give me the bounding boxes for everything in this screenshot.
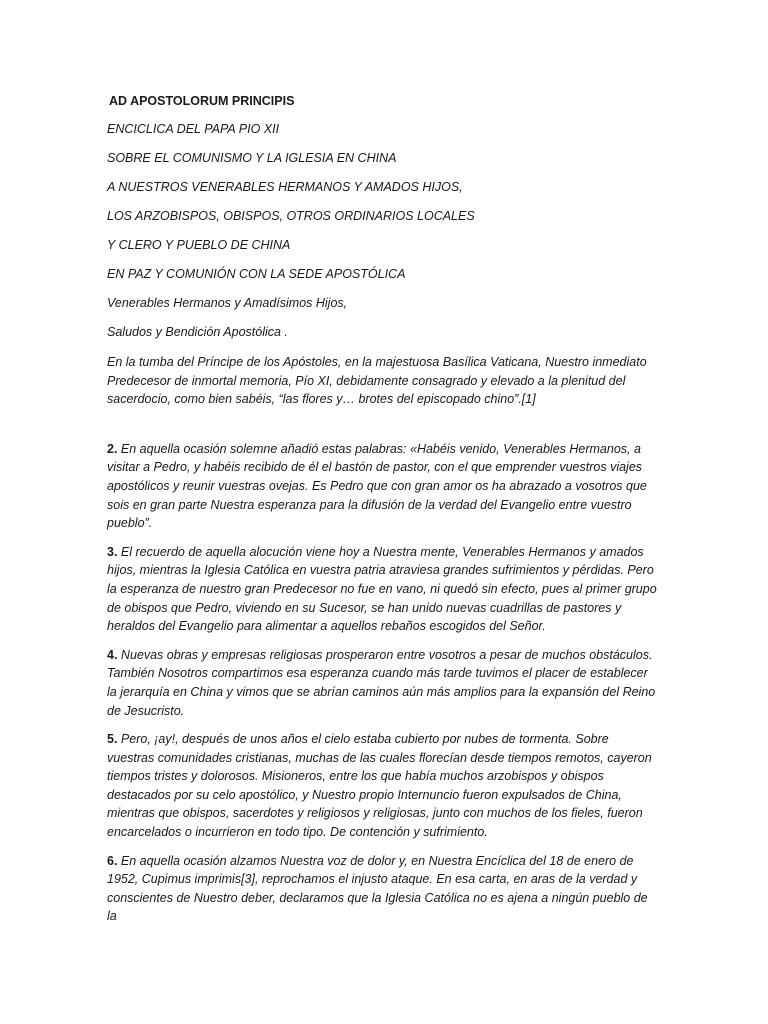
paragraph-text: En aquella ocasión solemne añadió estas palabras: «Habéis venido, Venerables Hermanos, a visitar a Pedro, y habéis recibido de él el bastón de pastor, con el que emprender vuestros viajes apostólicos y reunir vuestras ovejas. Es Pedro que con gran amor os ha abrazado a vosotros que sois en gran parte Nuestra esperanza para la difusión de la verdad del Evangelio entre vuestro pueblo”. — [107, 441, 647, 531]
document-title: AD APOSTOLORUM PRINCIPIS — [109, 94, 295, 108]
paragraph-number: 2. — [107, 441, 118, 456]
paragraph-text: Pero, ¡ay!, después de unos años el cielo estaba cubierto por nubes de tormenta. Sobre vuestras comunidades cristianas, muchas de las cuales florecían desde tiempos remotos, cayeron tiempos tristes y dolorosos. Misioneros, entre los que había muchos arzobispos y obispos destacados por su celo apostólico, y Nuestro propio Internuncio fueron expulsados de China, mientras que obispos, sacerdotes y religiosos y religiosas, junto con muchos de los fieles, fueron encarcelados o incurrieron en todo tipo. De contención y sufrimiento. — [107, 732, 652, 840]
heading-line: EN PAZ Y COMUNIÓN CON LA SEDE APOSTÓLICA — [107, 267, 406, 281]
paragraph-number: 4. — [107, 647, 118, 662]
salutation-line: Saludos y Bendición Apostólica . — [107, 325, 288, 339]
paragraph-number: 6. — [107, 853, 118, 868]
document-page — [107, 93, 659, 936]
heading-line: Y CLERO Y PUEBLO DE CHINA — [107, 238, 291, 252]
heading-line: SOBRE EL COMUNISMO Y LA IGLESIA EN CHINA — [107, 151, 397, 165]
numbered-paragraph — [107, 543, 659, 636]
paragraph-text: Nuevas obras y empresas religiosas prosperaron entre vosotros a pesar de muchos obstáculos. También Nosotros compartimos esa esperanza cuando más tarde tuvimos el placer de establecer la jerarquía en China y vimos que se abrían caminos aún más amplios para la expansión del Reino de Jesucristo. — [107, 647, 656, 718]
numbered-paragraph — [107, 730, 659, 842]
paragraph-number: 3. — [107, 544, 118, 559]
intro-paragraph: En la tumba del Príncipe de los Apóstoles, en la majestuosa Basílica Vaticana, Nuestro inmediato Predecesor de inmortal memoria, Pío XI, debidamente consagrado y elevado a la plenitud del sacerdocio, como bien sabéis, “las flores y… brotes del episcopado chino”.[1] — [107, 355, 647, 407]
salutation-line: Venerables Hermanos y Amadísimos Hijos, — [107, 296, 348, 310]
numbered-paragraph — [107, 646, 659, 720]
paragraph-text: En aquella ocasión alzamos Nuestra voz de dolor y, en Nuestra Encíclica del 18 de enero de 1952, Cupimus imprimis[3], reprochamos el injusto ataque. En esa carta, en aras de la verdad y conscientes de Nuestro deber, declaramos que la Iglesia Católica no es ajena a ningún pueblo de la — [107, 853, 648, 924]
paragraph-text: El recuerdo de aquella alocución viene hoy a Nuestra mente, Venerables Hermanos y amados hijos, mientras la Iglesia Católica en vuestra patria atraviesa grandes sufrimientos y pérdidas. Pero la esperanza de nuestro gran Predecesor no fue en vano, ni quedó sin efecto, pues al primer grupo de obispos que Pedro, viviendo en su Sucesor, se han unido nuevas cuadrillas de pastores y heraldos del Evangelio para alimentar a aquellos rebaños escogidos del Señor. — [107, 544, 657, 634]
heading-line: ENCICLICA DEL PAPA PIO XII — [107, 122, 280, 136]
heading-line: A NUESTROS VENERABLES HERMANOS Y AMADOS HIJOS, — [107, 180, 463, 194]
numbered-paragraph — [107, 440, 659, 533]
numbered-paragraph — [107, 852, 659, 926]
paragraph-number: 5. — [107, 732, 118, 747]
heading-line: LOS ARZOBISPOS, OBISPOS, OTROS ORDINARIOS LOCALES — [107, 209, 475, 223]
